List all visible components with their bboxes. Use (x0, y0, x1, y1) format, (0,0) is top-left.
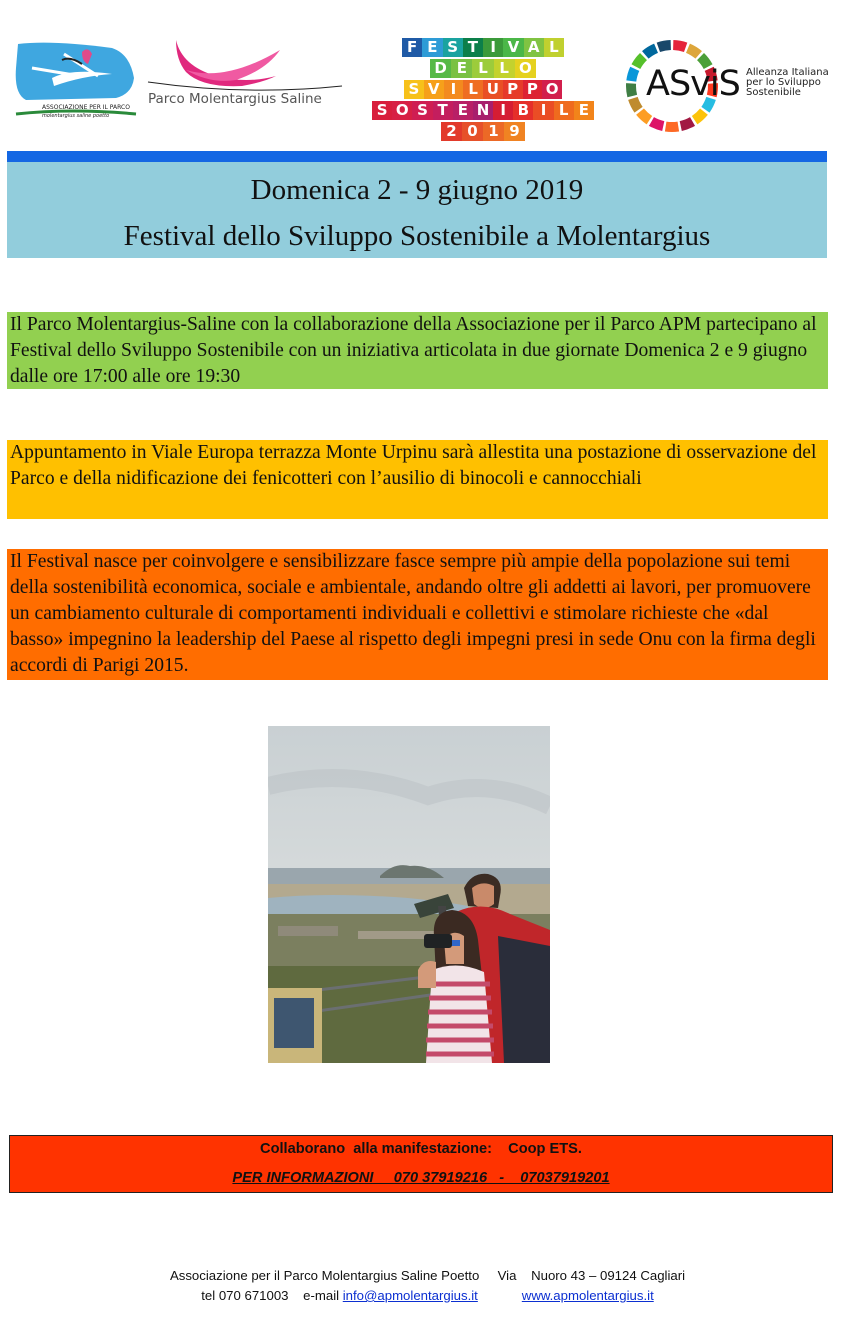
festival-logo-letter: I (533, 101, 553, 120)
festival-logo-row (370, 101, 596, 120)
festival-logo-letter: 0 (462, 122, 483, 141)
festival-logo-row (370, 80, 596, 99)
festival-logo-letter: L (494, 59, 515, 78)
festival-logo-letter: I (444, 80, 464, 99)
festival-logo-letter: D (430, 59, 451, 78)
festival-logo-letter: N (473, 101, 493, 120)
festival-sviluppo-sostenibile-logo (370, 38, 596, 142)
sdg-ring-segment (657, 40, 671, 52)
festival-logo-letter: E (451, 59, 472, 78)
asvis-sub-line: Sostenibile (746, 87, 801, 98)
asvis-sub-line: per lo Sviluppo (746, 77, 821, 88)
festival-logo-letter: I (483, 38, 503, 57)
festival-logo-letter: P (503, 80, 523, 99)
footer-contacts (0, 1286, 855, 1306)
festival-logo-letter: O (542, 80, 562, 99)
apm-logo-line1: ASSOCIAZIONE PER IL PARCO (42, 104, 130, 111)
footer-tel: tel 070 671003 e-mail (201, 1288, 343, 1303)
festival-logo-letter: 1 (483, 122, 504, 141)
festival-logo-letter: S (412, 101, 432, 120)
event-name-title: Festival dello Sviluppo Sostenibile a Molentargius (123, 220, 711, 252)
apm-association-logo (12, 38, 138, 128)
asvis-sub-line: Alleanza Italiana (746, 67, 829, 78)
footer-address: Associazione per il Parco Molentargius Saline Poetto Via Nuoro 43 – 09124 Cagliari (169, 1268, 686, 1283)
sdg-ring-segment (628, 97, 642, 113)
sdg-ring-segment (649, 117, 664, 131)
intro-paragraph: Il Parco Molentargius-Saline con la collaborazione della Associazione per il Parco APM partecipano al Festival dello Sviluppo Sostenibile con un iniziativa articolata in due giornate Domenica 2 e 9 giugno dalle ore 17:00 alle ore 19:30 (7, 312, 828, 389)
collaborators-line: Collaborano alla manifestazione: Coop ETS. (260, 1141, 582, 1157)
festival-logo-letter: U (483, 80, 503, 99)
sdg-ring-segment (692, 109, 708, 125)
observation-photo (268, 726, 550, 1063)
sdg-ring-segment (686, 44, 702, 59)
festival-logo-letter: A (524, 38, 544, 57)
festival-description-paragraph: Il Festival nasce per coinvolgere e sensibilizzare fasce sempre più ampie della popolazione sui temi della sostenibilità economica, sociale e ambientale, andando oltre gli addetti ai lavori, per promuovere un cambiamento culturale di comportamenti individuali e collettivi e stimolare richieste che «dal basso» impegnino la leadership del Paese al rispetto degli impegni presi in sede Onu con la firma degli accordi di Parigi 2015. (7, 549, 828, 680)
contact-phone-line[interactable]: PER INFORMAZIONI 070 37919216 - 07037919201 (232, 1170, 610, 1186)
sdg-ring-segment (626, 83, 637, 97)
sdg-ring-segment (680, 117, 695, 131)
festival-logo-letter: S (372, 101, 392, 120)
asvis-logo (622, 36, 832, 136)
email-link[interactable]: info@apmolentargius.it (342, 1288, 478, 1303)
festival-logo-letter: S (404, 80, 424, 99)
parco-molentargius-logo (146, 36, 346, 116)
festival-logo-letter: V (424, 80, 444, 99)
festival-logo-letter: T (433, 101, 453, 120)
festival-logo-letter: L (554, 101, 574, 120)
festival-logo-letter: S (443, 38, 463, 57)
festival-logo-letter: L (544, 38, 564, 57)
festival-logo-letter: L (463, 80, 483, 99)
festival-logo-letter: O (392, 101, 412, 120)
sdg-ring-segment (665, 122, 679, 132)
festival-logo-letter: P (523, 80, 543, 99)
event-dates-title: Domenica 2 - 9 giugno 2019 (250, 174, 584, 206)
festival-logo-letter: E (574, 101, 594, 120)
sdg-ring-segment (673, 40, 687, 52)
sdg-ring-segment (642, 44, 658, 59)
apm-logo-line2: molentargius saline poetto (42, 113, 110, 119)
festival-logo-row (370, 59, 596, 78)
festival-logo-letter: 9 (504, 122, 525, 141)
website-link[interactable]: www.apmolentargius.it (521, 1288, 654, 1303)
sdg-ring-segment (626, 67, 639, 82)
festival-logo-row (370, 38, 596, 57)
blue-divider (7, 151, 827, 162)
festival-logo-letter: B (513, 101, 533, 120)
title-banner (7, 162, 827, 258)
festival-logo-letter: V (503, 38, 523, 57)
footer (0, 1266, 855, 1306)
asvis-logo-subtitle (746, 68, 836, 98)
festival-logo-row (370, 122, 596, 141)
footer-spacer (478, 1288, 522, 1303)
info-box (9, 1135, 833, 1193)
festival-logo-letter: 2 (441, 122, 462, 141)
appointment-paragraph: Appuntamento in Viale Europa terrazza Monte Urpinu sarà allestita una postazione di osservazione del Parco e della nidificazione dei fenicotteri con l’ausilio di binocoli e cannocchiali (7, 440, 828, 519)
sdg-ring-segment (631, 53, 647, 69)
festival-logo-letter: T (463, 38, 483, 57)
asvis-logo-word: ASviS (646, 64, 740, 104)
festival-logo-letter: E (422, 38, 442, 57)
festival-logo-letter: E (453, 101, 473, 120)
parco-logo-text: Parco Molentargius Saline (148, 91, 322, 107)
festival-logo-letter: O (515, 59, 536, 78)
sdg-ring-segment (636, 109, 652, 125)
festival-logo-letter: L (472, 59, 493, 78)
festival-logo-letter: F (402, 38, 422, 57)
festival-logo-letter: I (493, 101, 513, 120)
